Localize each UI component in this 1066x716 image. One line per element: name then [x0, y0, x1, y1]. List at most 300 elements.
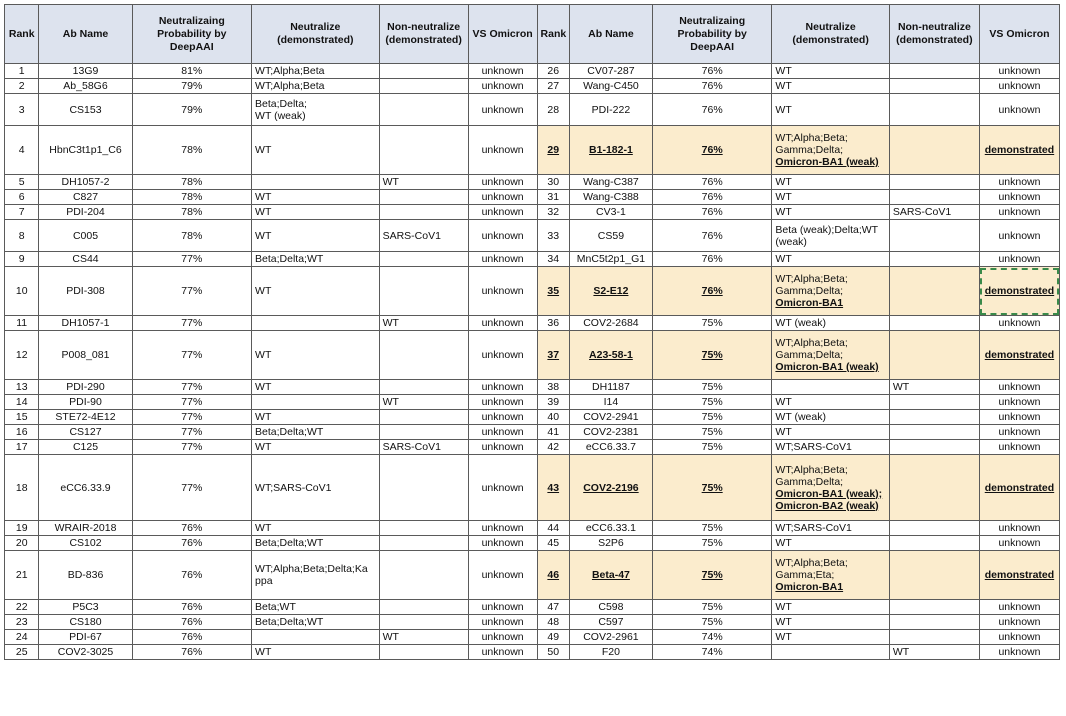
vs-omicron-cell	[979, 331, 1059, 380]
header-vs-omicron: VS Omicron	[979, 5, 1059, 64]
ab-name-cell	[569, 410, 652, 425]
non-neutralize-cell-text: WT	[382, 317, 399, 329]
vs-omicron-cell	[979, 425, 1059, 440]
rank-cell	[537, 395, 569, 410]
probability-cell-text: 77%	[181, 349, 203, 361]
ab-name-cell-text: B1-182-1	[589, 144, 633, 156]
probability-cell-text: 79%	[181, 103, 203, 116]
rank-cell-text: 40	[547, 411, 560, 423]
non-neutralize-cell	[379, 331, 468, 380]
ab-name-cell	[569, 190, 652, 205]
ab-name-cell-text: PDI-90	[69, 396, 102, 408]
table-row	[5, 455, 1060, 521]
ab-name-cell	[569, 536, 652, 551]
vs-omicron-cell	[468, 536, 537, 551]
non-neutralize-cell-text: WT	[892, 381, 910, 393]
rank-cell-text: 20	[15, 537, 28, 549]
probability-cell-text: 78%	[181, 176, 203, 188]
rank-cell-text: 50	[547, 646, 560, 658]
neutralize-cell	[252, 94, 380, 126]
probability-cell-text: 76%	[181, 601, 203, 613]
rank-cell	[537, 79, 569, 94]
probability-cell-text: 76%	[701, 176, 723, 188]
header-ab-name: Ab Name	[39, 5, 132, 64]
rank-cell-text: 48	[547, 616, 560, 628]
ab-name-cell	[39, 331, 132, 380]
non-neutralize-cell	[889, 252, 979, 267]
rank-cell-text: 23	[15, 616, 28, 628]
ab-name-cell-text: S2-E12	[593, 285, 629, 297]
probability-cell-text: 76%	[181, 646, 203, 658]
non-neutralize-cell	[379, 630, 468, 645]
ab-name-cell	[569, 600, 652, 615]
ab-name-cell	[39, 380, 132, 395]
vs-omicron-cell-text: demonstrated	[984, 481, 1055, 494]
probability-cell	[652, 316, 771, 331]
neutralize-cell	[772, 455, 889, 521]
probability-cell	[132, 252, 251, 267]
ab-name-cell-text: Wang-C450	[583, 80, 639, 92]
neutralize-cell	[772, 94, 889, 126]
probability-cell	[132, 94, 251, 126]
ab-name-cell-text: eCC6.33.9	[60, 481, 111, 494]
vs-omicron-cell-text: unknown	[481, 381, 524, 393]
vs-omicron-cell	[979, 645, 1059, 660]
ab-name-cell	[39, 536, 132, 551]
non-neutralize-cell	[889, 600, 979, 615]
neutralize-line: WT	[255, 191, 272, 203]
ab-name-cell-text: Ab_58G6	[63, 80, 108, 92]
rank-cell	[5, 410, 39, 425]
neutralize-line: Gamma;Delta;	[775, 144, 844, 156]
rank-cell-text: 3	[18, 103, 25, 116]
ab-name-cell-text: CS127	[69, 426, 102, 438]
non-neutralize-cell	[379, 600, 468, 615]
probability-cell	[652, 252, 771, 267]
non-neutralize-cell	[379, 425, 468, 440]
probability-cell-text: 79%	[181, 80, 203, 92]
neutralize-cell	[772, 395, 889, 410]
table-row	[5, 267, 1060, 316]
ab-name-cell-text: CS180	[69, 616, 102, 628]
probability-cell	[652, 220, 771, 252]
ab-name-cell	[569, 645, 652, 660]
vs-omicron-cell-text: unknown	[481, 285, 524, 297]
ab-name-cell-text: COV2-2941	[583, 411, 639, 423]
probability-cell	[132, 600, 251, 615]
rank-cell-text: 9	[18, 253, 25, 265]
ab-name-cell-text: C598	[598, 601, 624, 613]
table-row	[5, 94, 1060, 126]
vs-omicron-cell-text: unknown	[998, 317, 1041, 329]
rank-cell	[5, 175, 39, 190]
neutralize-line: Beta (weak);Delta;WT	[775, 223, 879, 236]
ab-name-cell-text: CS153	[69, 103, 102, 116]
rank-cell-text: 44	[547, 522, 560, 534]
vs-omicron-cell	[468, 316, 537, 331]
non-neutralize-cell	[889, 380, 979, 395]
vs-omicron-cell	[979, 79, 1059, 94]
probability-cell	[652, 600, 771, 615]
neutralize-cell	[772, 205, 889, 220]
ab-name-cell	[39, 316, 132, 331]
ab-name-cell-text: COV2-2684	[583, 317, 639, 329]
probability-cell-text: 78%	[181, 144, 203, 156]
neutralize-line: WT	[775, 253, 792, 265]
ab-name-cell	[569, 440, 652, 455]
ab-name-cell	[569, 331, 652, 380]
probability-cell	[652, 267, 771, 316]
ab-name-cell-text: Wang-C387	[583, 176, 639, 188]
rank-cell	[5, 220, 39, 252]
table-row	[5, 521, 1060, 536]
non-neutralize-cell	[379, 615, 468, 630]
neutralize-cell	[772, 175, 889, 190]
probability-cell	[132, 316, 251, 331]
vs-omicron-cell	[468, 94, 537, 126]
neutralize-line: Beta;Delta;WT	[255, 426, 324, 438]
ab-name-cell-text: C597	[598, 616, 624, 628]
rank-cell	[5, 331, 39, 380]
probability-cell-text: 76%	[181, 631, 203, 643]
non-neutralize-cell	[379, 521, 468, 536]
vs-omicron-cell	[979, 316, 1059, 331]
neutralize-cell	[252, 440, 380, 455]
rank-cell	[537, 316, 569, 331]
ab-name-cell-text: DH1057-2	[61, 176, 110, 188]
rank-cell	[537, 440, 569, 455]
rank-cell-text: 12	[15, 349, 28, 361]
neutralize-line: WT	[775, 80, 792, 92]
non-neutralize-cell-text: WT	[382, 396, 399, 408]
neutralize-cell	[772, 316, 889, 331]
vs-omicron-cell	[979, 205, 1059, 220]
probability-cell-text: 76%	[701, 206, 723, 218]
vs-omicron-cell-text: unknown	[481, 317, 524, 329]
ab-name-cell-text: CS44	[72, 253, 99, 265]
neutralize-cell	[252, 220, 380, 252]
vs-omicron-cell	[468, 380, 537, 395]
neutralize-line: WT;Alpha;Beta;	[775, 337, 848, 349]
neutralize-line: WT	[255, 381, 272, 393]
neutralize-cell	[252, 536, 380, 551]
vs-omicron-cell-text: unknown	[998, 631, 1041, 643]
ab-name-cell	[39, 267, 132, 316]
non-neutralize-cell	[889, 190, 979, 205]
vs-omicron-cell-text: unknown	[998, 616, 1041, 628]
ab-name-cell	[39, 79, 132, 94]
probability-cell	[132, 630, 251, 645]
neutralize-line: WT;SARS-CoV1	[775, 441, 852, 453]
rank-cell-text: 2	[18, 80, 25, 92]
ab-name-cell	[569, 521, 652, 536]
non-neutralize-cell	[379, 395, 468, 410]
rank-cell-text: 16	[15, 426, 28, 438]
vs-omicron-cell-text: unknown	[998, 65, 1041, 77]
probability-cell-text: 76%	[181, 616, 203, 628]
vs-omicron-cell	[468, 425, 537, 440]
probability-cell	[132, 425, 251, 440]
rank-cell	[5, 440, 39, 455]
vs-omicron-cell-text: unknown	[998, 206, 1041, 218]
ab-name-cell-text: COV2-2961	[583, 631, 639, 643]
table-row	[5, 205, 1060, 220]
omicron-line: Omicron-BA1 (weak);	[775, 487, 883, 500]
rank-cell-text: 8	[18, 229, 25, 242]
non-neutralize-cell	[889, 630, 979, 645]
probability-cell	[652, 79, 771, 94]
vs-omicron-cell	[468, 252, 537, 267]
rank-cell-text: 30	[547, 176, 560, 188]
neutralize-line: Beta;Delta;WT	[255, 616, 324, 628]
rank-cell	[537, 455, 569, 521]
neutralize-line: WT;Alpha;Beta;	[775, 557, 848, 569]
probability-cell	[652, 521, 771, 536]
neutralize-line: WT	[775, 616, 792, 628]
probability-cell	[132, 175, 251, 190]
probability-cell-text: 75%	[701, 441, 723, 453]
probability-cell-text: 75%	[701, 616, 723, 628]
non-neutralize-cell	[889, 267, 979, 316]
omicron-line: Omicron-BA1	[775, 581, 844, 593]
rank-cell-text: 36	[547, 317, 560, 329]
rank-cell	[537, 630, 569, 645]
vs-omicron-cell-text: unknown	[481, 176, 524, 188]
ab-name-cell	[569, 267, 652, 316]
probability-cell	[652, 645, 771, 660]
neutralize-cell	[772, 440, 889, 455]
neutralize-cell	[772, 380, 889, 395]
omicron-line: Omicron-BA2 (weak)	[775, 499, 879, 512]
rank-cell-text: 10	[15, 285, 28, 297]
vs-omicron-cell	[468, 521, 537, 536]
rank-cell-text: 42	[547, 441, 560, 453]
ab-name-cell-text: STE72-4E12	[55, 411, 116, 423]
rank-cell-text: 5	[18, 176, 25, 188]
vs-omicron-cell-text: unknown	[481, 396, 524, 408]
rank-cell-text: 18	[15, 481, 28, 494]
ab-name-cell	[569, 175, 652, 190]
non-neutralize-cell	[889, 425, 979, 440]
probability-cell-text: 75%	[701, 537, 723, 549]
vs-omicron-cell	[468, 190, 537, 205]
non-neutralize-cell	[889, 79, 979, 94]
ab-name-cell-text: DH1057-1	[61, 317, 110, 329]
non-neutralize-cell-text: WT	[382, 631, 399, 643]
rank-cell-text: 26	[547, 65, 560, 77]
probability-cell	[132, 267, 251, 316]
vs-omicron-cell-text: demonstrated	[984, 144, 1055, 156]
non-neutralize-cell	[379, 205, 468, 220]
non-neutralize-cell	[379, 267, 468, 316]
rank-cell	[537, 126, 569, 175]
rank-cell	[537, 410, 569, 425]
omicron-line: Omicron-BA1 (weak)	[775, 156, 879, 168]
ab-name-cell-text: I14	[603, 396, 619, 408]
vs-omicron-cell	[468, 126, 537, 175]
ab-name-cell-text: CS102	[69, 537, 102, 549]
neutralize-cell	[772, 600, 889, 615]
ab-name-cell	[569, 252, 652, 267]
rank-cell	[537, 175, 569, 190]
rank-cell	[5, 205, 39, 220]
probability-cell	[132, 410, 251, 425]
vs-omicron-cell-text: unknown	[481, 144, 524, 156]
ab-name-cell-text: 13G9	[72, 65, 99, 77]
rank-cell-text: 21	[15, 569, 28, 581]
probability-cell	[652, 94, 771, 126]
neutralize-cell	[252, 410, 380, 425]
rank-cell-text: 43	[547, 481, 560, 494]
omicron-line: Omicron-BA1 (weak)	[775, 361, 879, 373]
rank-cell-text: 25	[15, 646, 28, 658]
rank-cell-text: 46	[547, 569, 560, 581]
vs-omicron-cell	[468, 630, 537, 645]
ab-name-cell	[39, 94, 132, 126]
probability-cell	[132, 126, 251, 175]
ab-name-cell-text: P008_081	[61, 349, 110, 361]
probability-cell	[132, 521, 251, 536]
ab-name-cell-text: C827	[72, 191, 99, 203]
non-neutralize-cell	[379, 380, 468, 395]
vs-omicron-cell-text: unknown	[998, 381, 1041, 393]
non-neutralize-cell-text: SARS-CoV1	[382, 229, 441, 242]
vs-omicron-cell	[468, 455, 537, 521]
vs-omicron-cell-text: unknown	[998, 537, 1041, 549]
neutralize-cell	[252, 331, 380, 380]
vs-omicron-cell-text: unknown	[481, 537, 524, 549]
neutralize-cell	[252, 395, 380, 410]
probability-cell	[652, 64, 771, 79]
non-neutralize-cell	[889, 455, 979, 521]
probability-cell	[132, 615, 251, 630]
neutralize-line: WT	[255, 522, 272, 534]
ab-name-cell-text: Beta-47	[591, 569, 630, 581]
table-row	[5, 630, 1060, 645]
probability-cell	[132, 220, 251, 252]
rank-cell	[537, 521, 569, 536]
neutralize-cell	[252, 205, 380, 220]
neutralize-line: WT	[255, 206, 272, 218]
vs-omicron-cell	[468, 267, 537, 316]
probability-cell	[132, 190, 251, 205]
neutralize-line: WT	[775, 206, 792, 218]
vs-omicron-cell	[468, 331, 537, 380]
vs-omicron-cell-text: unknown	[998, 396, 1041, 408]
rank-cell	[5, 630, 39, 645]
table-row	[5, 600, 1060, 615]
non-neutralize-cell	[379, 455, 468, 521]
probability-cell	[652, 175, 771, 190]
non-neutralize-cell	[889, 645, 979, 660]
neutralize-line: WT;Alpha;Beta	[255, 65, 325, 77]
vs-omicron-cell	[979, 94, 1059, 126]
non-neutralize-cell	[379, 94, 468, 126]
vs-omicron-cell	[468, 600, 537, 615]
rank-cell	[537, 94, 569, 126]
rank-cell	[5, 64, 39, 79]
rank-cell-text: 14	[15, 396, 28, 408]
rank-cell-text: 17	[15, 441, 28, 453]
vs-omicron-cell	[979, 395, 1059, 410]
table-row	[5, 536, 1060, 551]
vs-omicron-cell	[468, 205, 537, 220]
rank-cell	[5, 615, 39, 630]
rank-cell-text: 27	[547, 80, 560, 92]
rank-cell	[537, 425, 569, 440]
vs-omicron-cell-text: unknown	[481, 569, 524, 581]
rank-cell-text: 41	[547, 426, 560, 438]
probability-cell-text: 75%	[701, 601, 723, 613]
ab-name-cell	[569, 380, 652, 395]
rank-cell-text: 4	[18, 144, 25, 156]
probability-cell-text: 78%	[181, 206, 203, 218]
non-neutralize-cell	[379, 175, 468, 190]
rank-cell-text: 1	[18, 65, 25, 77]
header-non-neutralize: Non-neutralize (demonstrated)	[889, 5, 979, 64]
rank-cell	[5, 536, 39, 551]
vs-omicron-cell	[468, 79, 537, 94]
ab-name-cell-text: DH1187	[592, 381, 630, 393]
rank-cell-text: 15	[15, 411, 28, 423]
probability-cell	[132, 536, 251, 551]
probability-cell-text: 76%	[701, 191, 723, 203]
rank-cell-text: 34	[547, 253, 560, 265]
ab-name-cell	[39, 551, 132, 600]
rank-cell-text: 47	[547, 601, 560, 613]
neutralize-line: WT (weak)	[255, 109, 306, 122]
probability-cell	[652, 126, 771, 175]
ab-name-cell	[39, 220, 132, 252]
ab-name-cell	[39, 190, 132, 205]
rank-cell	[537, 64, 569, 79]
rank-cell	[5, 455, 39, 521]
rank-cell	[537, 380, 569, 395]
neutralize-line: WT	[255, 441, 272, 453]
rank-cell-text: 7	[18, 206, 25, 218]
table-row	[5, 64, 1060, 79]
probability-cell-text: 77%	[181, 285, 203, 297]
neutralize-line: WT;Alpha;Beta;	[775, 273, 848, 285]
non-neutralize-cell	[889, 175, 979, 190]
neutralize-cell	[772, 615, 889, 630]
non-neutralize-cell	[379, 410, 468, 425]
non-neutralize-cell	[379, 190, 468, 205]
probability-cell-text: 75%	[701, 426, 723, 438]
non-neutralize-cell	[889, 615, 979, 630]
neutralize-line: WT	[255, 411, 272, 423]
table-row	[5, 395, 1060, 410]
rank-cell	[5, 316, 39, 331]
neutralize-cell	[772, 521, 889, 536]
probability-cell	[132, 64, 251, 79]
neutralize-line: WT	[255, 349, 272, 361]
probability-cell-text: 77%	[181, 441, 203, 453]
ab-name-cell	[569, 425, 652, 440]
rank-cell-text: 11	[16, 317, 28, 329]
neutralize-line: WT	[775, 103, 792, 116]
ab-name-cell	[39, 455, 132, 521]
probability-cell-text: 74%	[701, 646, 723, 658]
rank-cell-text: 29	[547, 144, 560, 156]
ab-name-cell-text: HbnC3t1p1_C6	[49, 144, 122, 156]
probability-cell	[652, 425, 771, 440]
non-neutralize-cell	[379, 551, 468, 600]
neutralize-line: Beta;Delta;WT	[255, 253, 324, 265]
neutralize-cell	[252, 630, 380, 645]
vs-omicron-cell	[979, 551, 1059, 600]
ab-name-cell-text: COV2-2381	[583, 426, 639, 438]
